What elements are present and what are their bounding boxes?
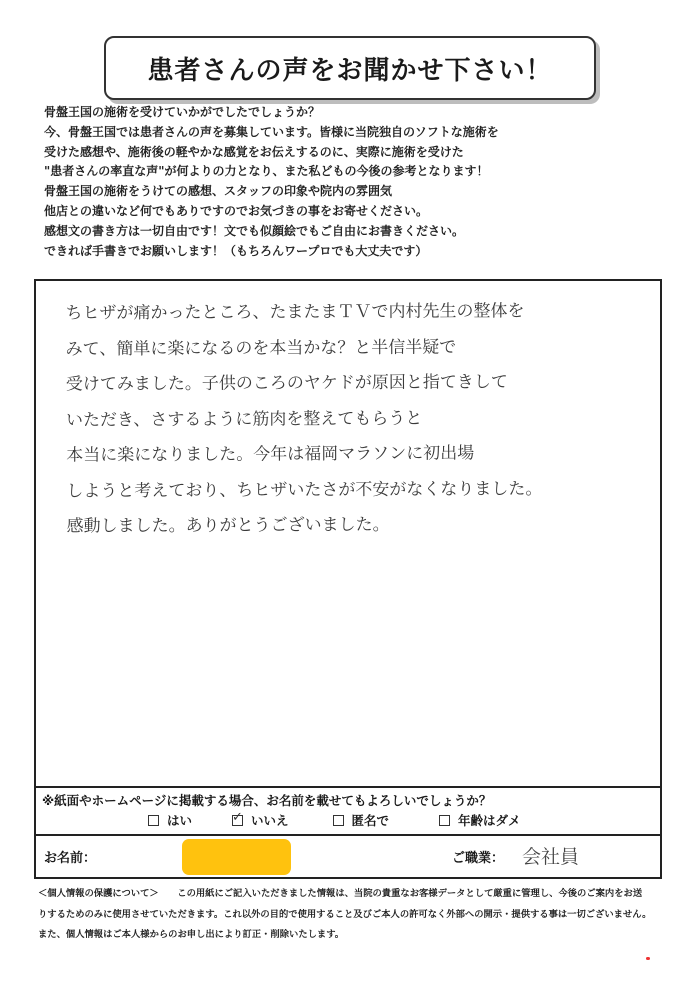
comment-line: しようと考えており、ちヒザいたさが不安がなくなりました。	[66, 478, 543, 502]
page-title: 患者さんの声をお聞かせ下さい！	[104, 36, 596, 100]
intro-text	[44, 103, 674, 261]
option-label: 年齢はダメ	[458, 813, 521, 828]
comment-line: みて、簡単に楽になるのを本当かな？と半信半疑で	[65, 337, 457, 360]
checkbox-checked[interactable]	[232, 815, 243, 826]
intro-line: 他店との違いなど何でもありですのでお気づきの事をお寄せください。	[44, 203, 429, 218]
ink-dot	[646, 957, 650, 960]
intro-line: できれば手書きでお願いします！（もちろんワープロでも大丈夫です）	[44, 243, 428, 258]
publish-question: ※紙面やホームページに掲載する場合、お名前を載せてもよろしいでしょうか？	[42, 793, 492, 808]
form-frame	[34, 279, 662, 879]
comment-line: 感動しました。ありがとうございました。	[66, 514, 390, 537]
privacy-line: りするためのみに使用させていただきます。これ以外の目的で使用すること及びご本人の許可なく外部への開示・提供する事は一切ございません。	[38, 908, 652, 920]
checkbox[interactable]	[333, 815, 344, 826]
option-no[interactable]	[232, 811, 289, 829]
intro-line: 骨盤王国の施術をうけての感想、スタッフの印象や院内の雰囲気	[44, 184, 393, 199]
option-anonymous[interactable]	[333, 811, 390, 829]
job-value: 会社員	[522, 846, 580, 868]
comment-line: 受けてみました。子供のころのヤケドが原因と指てきして	[65, 372, 508, 395]
option-label: いいえ	[251, 813, 289, 828]
checkbox[interactable]	[148, 815, 159, 826]
privacy-notice	[38, 884, 668, 946]
privacy-line: ＜個人情報の保護について＞ この用紙にご記入いただきました情報は、当院の貴重なお客様データとして厳重に管理し、今後のご案内をお送	[38, 888, 643, 899]
intro-line: "患者さんの率直な声"が何よりの力となり、また私どもの今後の参考となります！	[44, 164, 489, 179]
intro-line: 受けた感想や、施術後の軽やかな感覚をお伝えするのに、実際に施術を受けた	[44, 144, 464, 159]
option-no-age[interactable]	[439, 811, 521, 829]
name-label: お名前：	[44, 851, 97, 866]
checkbox[interactable]	[439, 815, 450, 826]
option-label: はい	[167, 813, 193, 828]
intro-line: 今、骨盤王国では患者さんの声を募集しています。皆様に当院独自のソフトな施術を	[44, 124, 499, 139]
publish-options	[148, 811, 561, 829]
intro-line: 感想文の書き方は一切自由です！文でも似顔絵でもご自由にお書きください。	[44, 223, 465, 238]
option-label: 匿名で	[351, 813, 390, 828]
comment-line: いただき、さするように筋肉を整えてもらうと	[65, 408, 423, 431]
handwritten-comment	[65, 293, 656, 545]
intro-line: 骨盤王国の施術を受けていかがでしたでしょうか？	[44, 105, 321, 119]
privacy-line: また、個人情報はご本人様からのお申し出により訂正・削除いたします。	[38, 929, 345, 940]
job-label: ご職業：	[452, 851, 505, 866]
comment-line: 本当に楽になりました。今年は福岡マラソンに初出場	[66, 443, 475, 466]
name-redaction	[182, 839, 291, 875]
option-yes[interactable]	[148, 811, 192, 829]
comment-area	[36, 281, 660, 788]
comment-line: ちヒザが痛かったところ、たまたまＴＶで内村先生の整体を	[65, 301, 525, 324]
publish-consent	[36, 786, 660, 836]
name-row	[36, 834, 660, 877]
